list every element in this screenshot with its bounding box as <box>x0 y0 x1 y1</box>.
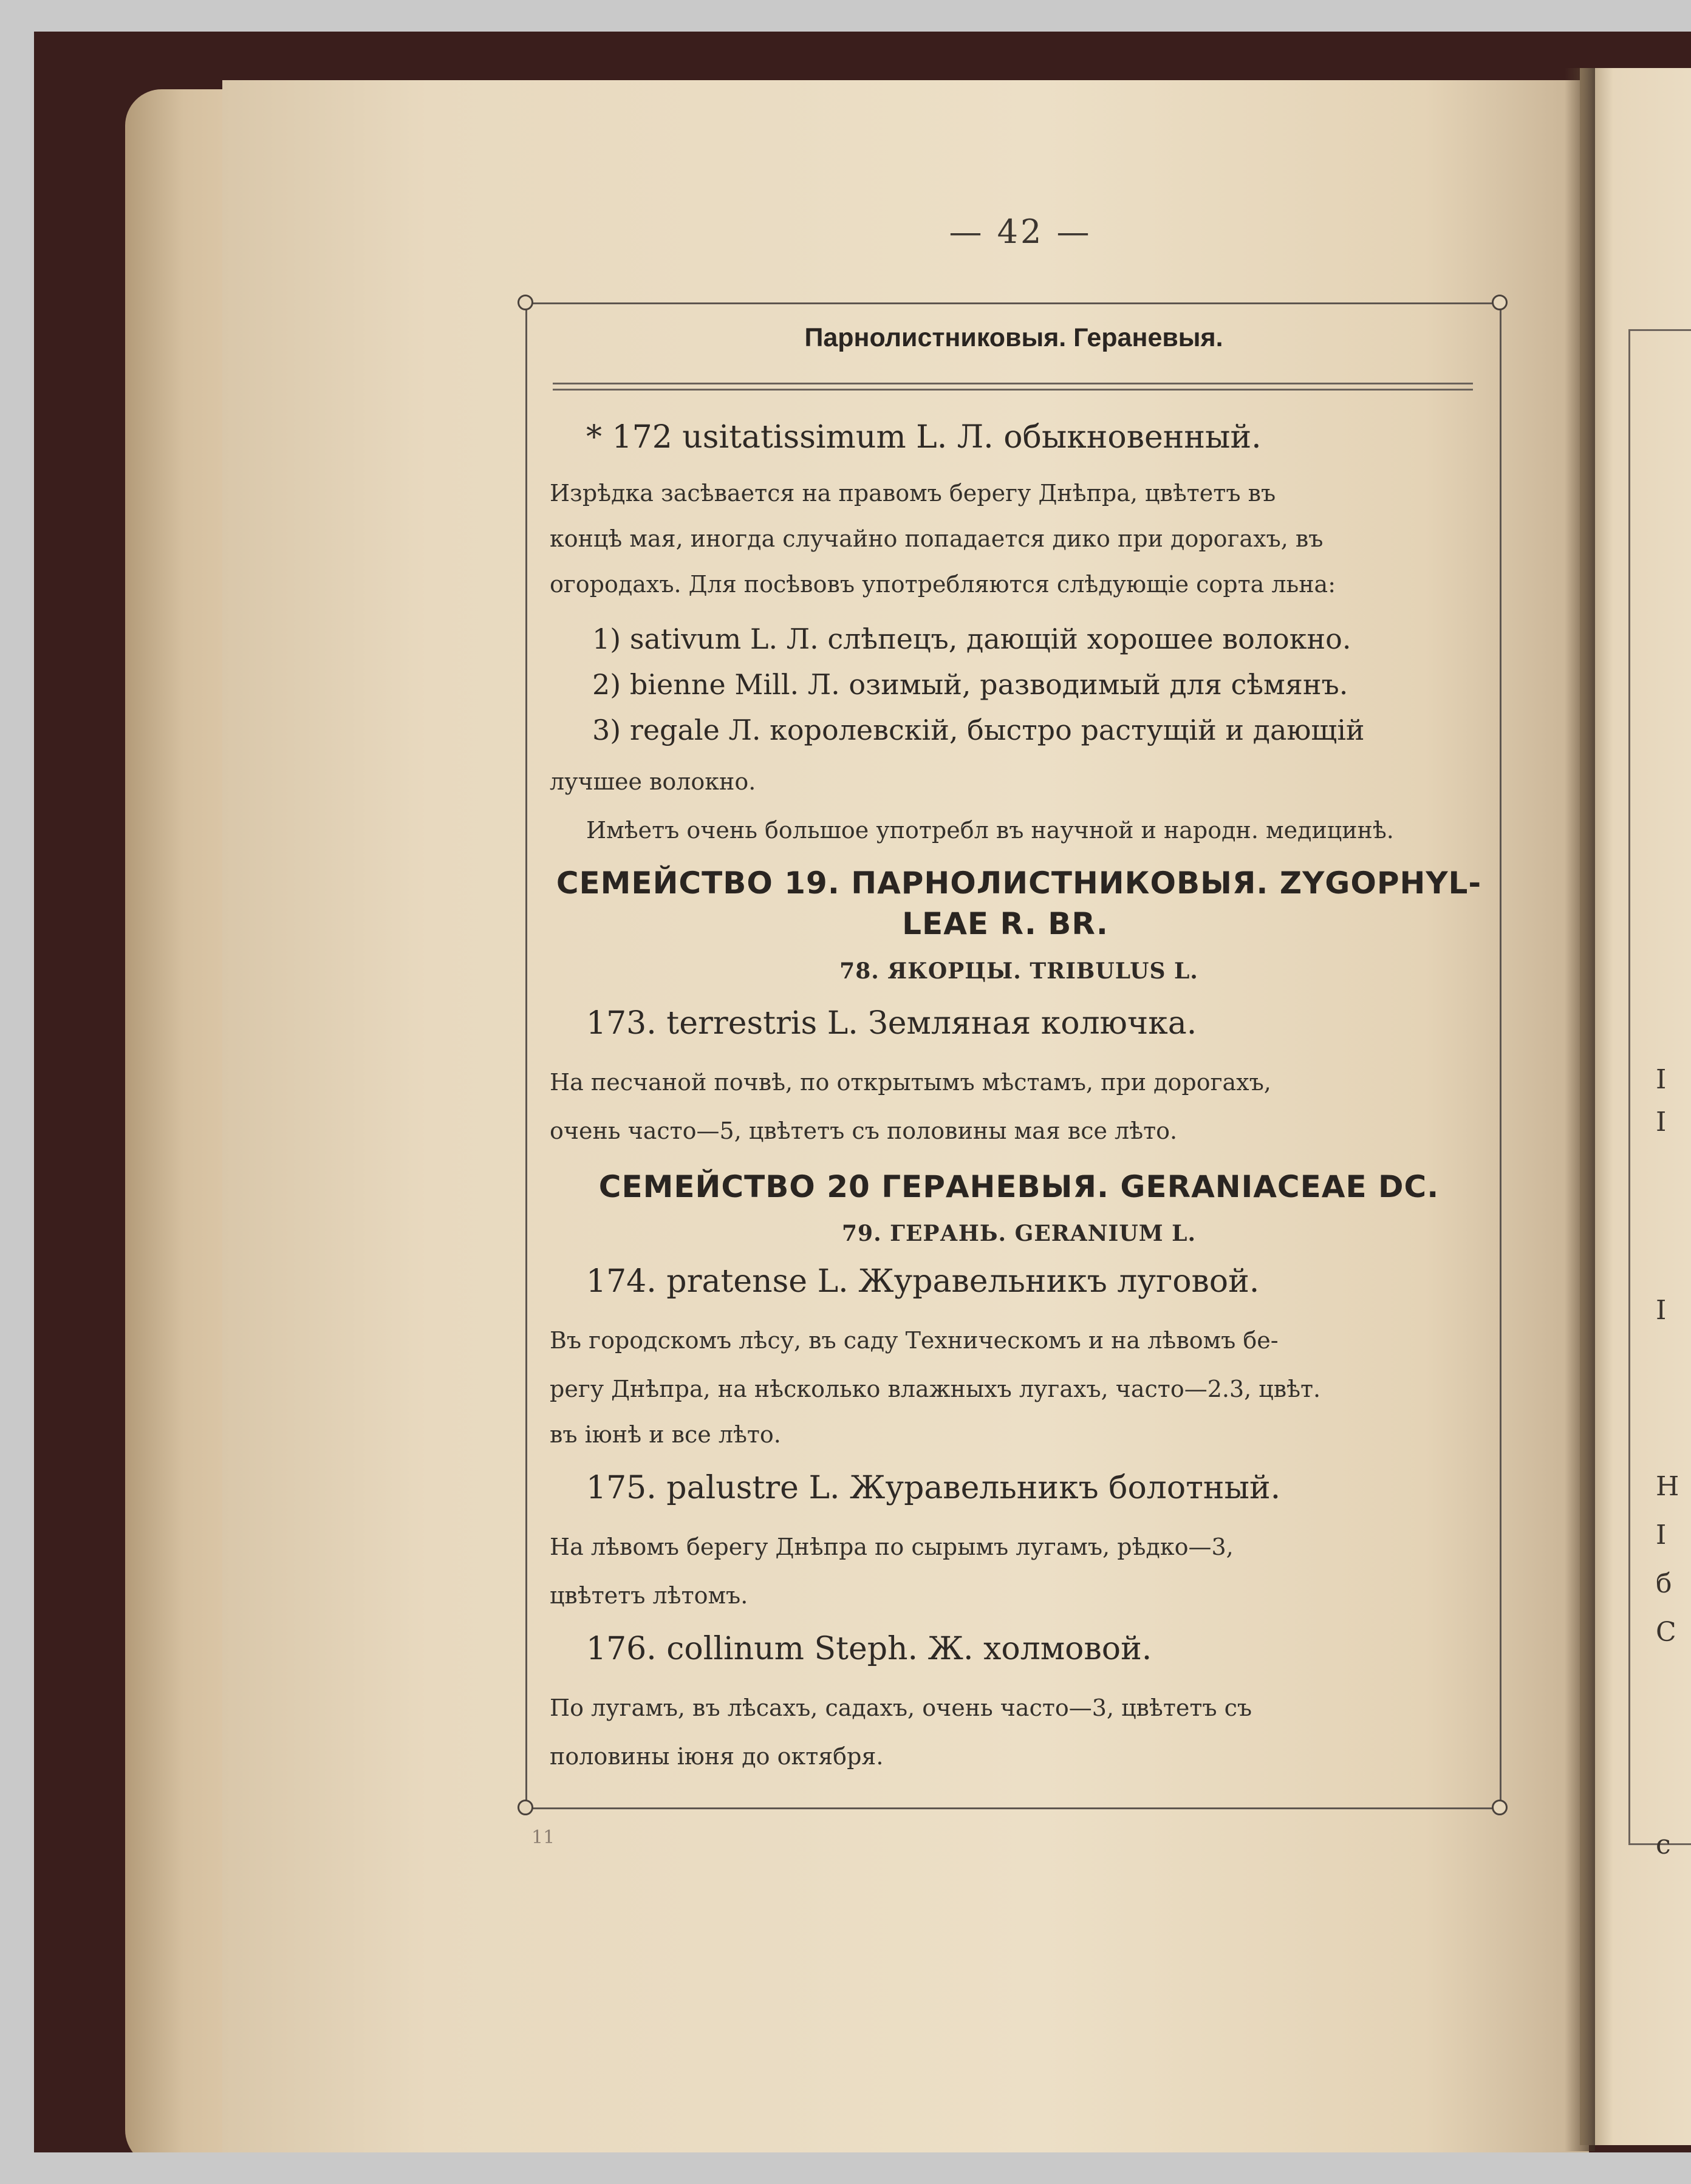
text: По лугамъ, въ лѣсахъ, садахъ, очень часто—3, цвѣтетъ съ <box>550 1694 1252 1721</box>
text: На лѣвомъ берегу Днѣпра по сырымъ лугамъ, рѣдко—3, <box>550 1534 1234 1560</box>
body-line: Имѣетъ очень большое употребл въ научной и народн. медицинѣ. <box>586 817 1394 844</box>
page-number: — 42 — <box>949 213 1092 251</box>
body-line: лучшее волокно. <box>550 768 756 795</box>
facing-page-letter: I <box>1656 1520 1667 1551</box>
body-line <box>550 1376 1488 1402</box>
text: концѣ мая, иногда случайно попадается дико при дорогахъ, въ <box>550 525 1324 552</box>
body-line <box>550 571 1488 598</box>
margin-mark: 11 <box>531 1827 555 1848</box>
variety-line: 3) regale Л. королевскій, быстро растущій и дающій <box>592 714 1365 746</box>
corner-ornament <box>1492 1800 1508 1815</box>
variety-line: 2) bienne Mill. Л. озимый, разводимый для сѣмянъ. <box>592 668 1348 701</box>
body-line: половины іюня до октября. <box>550 1743 884 1770</box>
family-heading-19-cont: LEAE R. BR. <box>902 906 1109 941</box>
body-line <box>550 1534 1488 1560</box>
species-heading-174: 174. pratense L. Журавельникъ луговой. <box>586 1263 1260 1300</box>
species-heading-176: 176. collinum Steph. Ж. холмовой. <box>586 1631 1152 1667</box>
text: огородахъ. Для посѣвовъ употребляются слѣдующіе сорта льна: <box>550 571 1336 598</box>
species-heading-175: 175. palustre L. Журавельникъ болотный. <box>586 1470 1281 1506</box>
book-gutter <box>1565 68 1595 2151</box>
body-line <box>550 525 1488 552</box>
body-line: цвѣтетъ лѣтомъ. <box>550 1582 748 1609</box>
text: регу Днѣпра, на нѣсколько влажныхъ лугахъ, часто—2.3, цвѣт. <box>550 1376 1321 1402</box>
family-heading-20: СЕМЕЙСТВО 20 ГЕРАНЕВЫЯ. GERANIACEAE DC. <box>598 1169 1440 1204</box>
variety-line: 1) sativum L. Л. слѣпецъ, дающій хорошее волокно. <box>592 623 1351 655</box>
body-line <box>550 480 1488 507</box>
text: На песчаной почвѣ, по открытымъ мѣстамъ, при дорогахъ, <box>550 1069 1271 1096</box>
text: Въ городскомъ лѣсу, въ саду Техническомъ и на лѣвомъ бе- <box>550 1327 1279 1354</box>
body-line <box>550 1069 1488 1096</box>
body-line: въ іюнѣ и все лѣто. <box>550 1421 781 1448</box>
body-line <box>550 1327 1488 1354</box>
corner-ornament <box>518 1800 533 1815</box>
facing-page-letter: C <box>1656 1617 1676 1648</box>
facing-page-letter: I <box>1656 1295 1667 1326</box>
facing-page-letter: I <box>1656 1064 1667 1095</box>
facing-page-letter: H <box>1656 1471 1679 1502</box>
running-header: Парнолистниковыя. Гераневыя. <box>804 323 1223 352</box>
corner-ornament <box>1492 295 1508 310</box>
genus-heading-78: 78. ЯКОРЦЫ. TRIBULUS L. <box>839 958 1198 984</box>
facing-page-letter: б <box>1656 1568 1672 1599</box>
facing-page-letter: c <box>1656 1829 1671 1860</box>
text: Изрѣдка засѣвается на правомъ берегу Днѣпра, цвѣтетъ въ <box>550 480 1276 507</box>
species-heading-172: * 172 usitatissimum L. Л. обыкновенный. <box>586 419 1262 456</box>
body-line <box>550 1694 1488 1721</box>
species-heading-173: 173. terrestris L. Земляная колючка. <box>586 1005 1197 1042</box>
corner-ornament <box>518 295 533 310</box>
facing-page <box>1580 68 1691 2145</box>
genus-heading-79: 79. ГЕРАНЬ. GERANIUM L. <box>841 1221 1197 1246</box>
facing-page-letter: I <box>1656 1107 1667 1138</box>
body-line: очень часто—5, цвѣтетъ съ половины мая все лѣто. <box>550 1118 1178 1144</box>
family-heading-19: СЕМЕЙСТВО 19. ПАРНОЛИСТНИКОВЫЯ. ZYGOPHYL- <box>556 865 1482 901</box>
